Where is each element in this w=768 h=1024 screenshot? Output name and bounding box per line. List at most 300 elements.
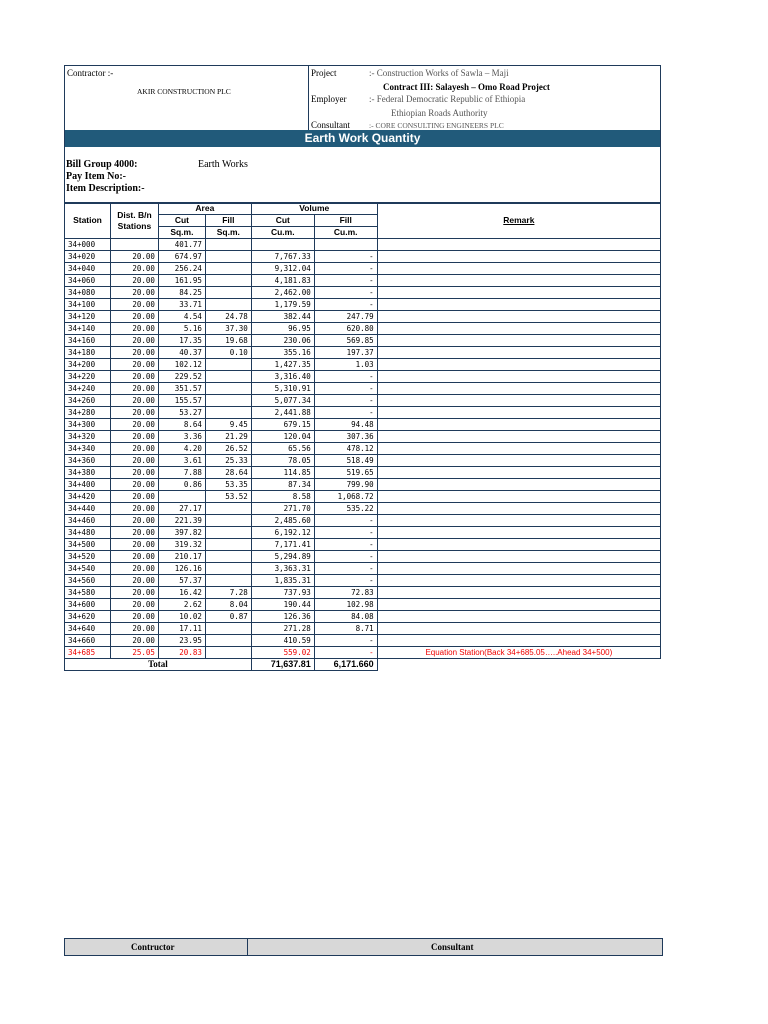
- cell-area-fill: [205, 635, 251, 647]
- table-row: [65, 539, 661, 551]
- cell-area-fill: 19.68: [205, 335, 251, 347]
- cell-volume-fill: -: [314, 263, 377, 275]
- cell-volume-cut: 559.02: [251, 647, 314, 659]
- cell-station: 34+560: [65, 575, 111, 587]
- cell-volume-cut: 355.16: [251, 347, 314, 359]
- table-row: [65, 443, 661, 455]
- table-row: [65, 527, 661, 539]
- table-body: [65, 239, 661, 647]
- cell-remark: [377, 527, 660, 539]
- cell-volume-cut: 679.15: [251, 419, 314, 431]
- cell-volume-fill: -: [314, 647, 377, 659]
- cell-distance: 20.00: [110, 563, 158, 575]
- cell-remark: [377, 407, 660, 419]
- cell-volume-cut: 114.85: [251, 467, 314, 479]
- table-row: [65, 299, 661, 311]
- table-row: [65, 251, 661, 263]
- cell-distance: 20.00: [110, 311, 158, 323]
- cell-volume-fill: -: [314, 251, 377, 263]
- cell-volume-fill: 569.85: [314, 335, 377, 347]
- table-row: [65, 623, 661, 635]
- cell-volume-cut: 1,427.35: [251, 359, 314, 371]
- cell-remark: [377, 275, 660, 287]
- total-fill: 6,171.660: [314, 659, 377, 671]
- total-remark-empty: [377, 659, 660, 671]
- employer-value-2: Ethiopian Roads Authority: [391, 108, 488, 118]
- cell-remark: [377, 479, 660, 491]
- cell-remark: [377, 575, 660, 587]
- cell-area-fill: [205, 575, 251, 587]
- cell-volume-fill: -: [314, 287, 377, 299]
- employer-label: Employer: [311, 94, 347, 104]
- cell-area-fill: [205, 395, 251, 407]
- cell-station: 34+660: [65, 635, 111, 647]
- cell-station: 34+580: [65, 587, 111, 599]
- table-row: [65, 239, 661, 251]
- cell-remark: [377, 443, 660, 455]
- cell-volume-fill: -: [314, 527, 377, 539]
- table-row: [65, 599, 661, 611]
- cell-station: 34+240: [65, 383, 111, 395]
- cell-volume-cut: 8.58: [251, 491, 314, 503]
- cell-remark: [377, 491, 660, 503]
- cell-distance: 20.00: [110, 359, 158, 371]
- cell-station: 34+685: [65, 647, 111, 659]
- cell-station: 34+020: [65, 251, 111, 263]
- cell-volume-fill: -: [314, 395, 377, 407]
- table-row: [65, 551, 661, 563]
- cell-volume-fill: 8.71: [314, 623, 377, 635]
- cell-area-fill: [205, 623, 251, 635]
- cell-volume-fill: -: [314, 563, 377, 575]
- cell-area-cut: 102.12: [158, 359, 205, 371]
- cell-volume-cut: 230.06: [251, 335, 314, 347]
- cell-remark: [377, 239, 660, 251]
- cell-area-cut: 674.97: [158, 251, 205, 263]
- cell-area-fill: 9.45: [205, 419, 251, 431]
- cell-volume-cut: 6,192.12: [251, 527, 314, 539]
- cell-area-fill: [205, 407, 251, 419]
- cell-volume-cut: 1,835.31: [251, 575, 314, 587]
- cell-distance: 20.00: [110, 587, 158, 599]
- cell-volume-cut: 3,363.31: [251, 563, 314, 575]
- cell-remark: [377, 551, 660, 563]
- table-row: [65, 515, 661, 527]
- cell-area-fill: 53.52: [205, 491, 251, 503]
- cell-volume-cut: 737.93: [251, 587, 314, 599]
- cell-station: 34+100: [65, 299, 111, 311]
- cell-volume-fill: 478.12: [314, 443, 377, 455]
- cell-distance: 20.00: [110, 347, 158, 359]
- cell-area-cut: 17.11: [158, 623, 205, 635]
- cell-area-fill: [205, 527, 251, 539]
- header-divider: [308, 66, 309, 130]
- cell-area-cut: 256.24: [158, 263, 205, 275]
- cell-station: 34+620: [65, 611, 111, 623]
- cell-volume-cut: 87.34: [251, 479, 314, 491]
- col-area-fill: Fill: [205, 215, 251, 227]
- sheet-title: Earth Work Quantity: [64, 130, 661, 147]
- cell-remark: [377, 383, 660, 395]
- table-row: [65, 347, 661, 359]
- cell-remark: [377, 311, 660, 323]
- cell-area-cut: 57.37: [158, 575, 205, 587]
- cell-area-cut: 33.71: [158, 299, 205, 311]
- table-row: [65, 263, 661, 275]
- cell-remark: [377, 467, 660, 479]
- cell-area-cut: 351.57: [158, 383, 205, 395]
- cell-station: 34+120: [65, 311, 111, 323]
- contract-value: Contract III: Salayesh – Omo Road Project: [383, 82, 550, 92]
- cell-distance: 20.00: [110, 515, 158, 527]
- total-label: Total: [65, 659, 252, 671]
- unit-area-cut: Sq.m.: [158, 227, 205, 239]
- cell-remark: [377, 599, 660, 611]
- cell-distance: 20.00: [110, 623, 158, 635]
- cell-volume-fill: 247.79: [314, 311, 377, 323]
- cell-area-fill: 25.33: [205, 455, 251, 467]
- cell-area-fill: [205, 359, 251, 371]
- cell-area-cut: 4.54: [158, 311, 205, 323]
- cell-volume-cut: 2,462.00: [251, 287, 314, 299]
- cell-volume-fill: 799.90: [314, 479, 377, 491]
- earthwork-table: [64, 202, 661, 671]
- cell-volume-fill: 519.65: [314, 467, 377, 479]
- footer-contractor: Contructor: [131, 942, 175, 952]
- table-row: [65, 419, 661, 431]
- bill-group-label: Bill Group 4000:: [66, 159, 138, 170]
- cell-distance: 20.00: [110, 443, 158, 455]
- cell-station: 34+420: [65, 491, 111, 503]
- cell-station: 34+520: [65, 551, 111, 563]
- cell-volume-cut: 3,316.40: [251, 371, 314, 383]
- cell-remark: Equation Station(Back 34+685.05…..Ahead 34+500): [377, 647, 660, 659]
- cell-area-cut: 53.27: [158, 407, 205, 419]
- cell-volume-cut: 126.36: [251, 611, 314, 623]
- table-row: [65, 359, 661, 371]
- table-row: [65, 275, 661, 287]
- cell-area-cut: 27.17: [158, 503, 205, 515]
- cell-distance: 20.00: [110, 299, 158, 311]
- cell-volume-cut: 65.56: [251, 443, 314, 455]
- table-row: [65, 467, 661, 479]
- table-row: [65, 491, 661, 503]
- cell-volume-fill: 1,068.72: [314, 491, 377, 503]
- cell-station: 34+040: [65, 263, 111, 275]
- cell-area-fill: 0.87: [205, 611, 251, 623]
- table-row: [65, 455, 661, 467]
- cell-volume-fill: 535.22: [314, 503, 377, 515]
- cell-remark: [377, 335, 660, 347]
- cell-area-cut: 7.88: [158, 467, 205, 479]
- cell-distance: 20.00: [110, 527, 158, 539]
- cell-station: 34+500: [65, 539, 111, 551]
- col-area-cut: Cut: [158, 215, 205, 227]
- cell-area-fill: [205, 551, 251, 563]
- cell-volume-cut: 78.05: [251, 455, 314, 467]
- cell-area-cut: 210.17: [158, 551, 205, 563]
- cell-remark: [377, 503, 660, 515]
- cell-area-cut: 155.57: [158, 395, 205, 407]
- cell-distance: 20.00: [110, 335, 158, 347]
- cell-distance: 20.00: [110, 539, 158, 551]
- cell-area-cut: 16.42: [158, 587, 205, 599]
- cell-remark: [377, 419, 660, 431]
- cell-station: 34+340: [65, 443, 111, 455]
- cell-distance: 20.00: [110, 263, 158, 275]
- cell-area-fill: 24.78: [205, 311, 251, 323]
- cell-area-fill: 7.28: [205, 587, 251, 599]
- col-distance: Dist. B/n Stations: [110, 203, 158, 239]
- table-row: [65, 395, 661, 407]
- col-volume: Volume: [251, 203, 377, 215]
- cell-volume-cut: 271.28: [251, 623, 314, 635]
- cell-area-fill: 21.29: [205, 431, 251, 443]
- cell-volume-fill: 72.83: [314, 587, 377, 599]
- table-row: [65, 611, 661, 623]
- cell-volume-cut: 7,767.33: [251, 251, 314, 263]
- cell-remark: [377, 455, 660, 467]
- cell-remark: [377, 539, 660, 551]
- cell-volume-cut: 271.70: [251, 503, 314, 515]
- cell-remark: [377, 263, 660, 275]
- cell-area-cut: [158, 491, 205, 503]
- cell-area-fill: 0.10: [205, 347, 251, 359]
- cell-area-cut: 319.32: [158, 539, 205, 551]
- cell-remark: [377, 347, 660, 359]
- cell-remark: [377, 431, 660, 443]
- consultant-label: Consultant: [311, 120, 351, 130]
- bill-info: [64, 147, 661, 204]
- table-row: [65, 383, 661, 395]
- cell-distance: 20.00: [110, 455, 158, 467]
- table-row: [65, 635, 661, 647]
- cell-volume-fill: -: [314, 299, 377, 311]
- cell-volume-fill: 1.03: [314, 359, 377, 371]
- unit-volume-cut: Cu.m.: [251, 227, 314, 239]
- cell-remark: [377, 515, 660, 527]
- cell-distance: 20.00: [110, 599, 158, 611]
- cell-station: 34+300: [65, 419, 111, 431]
- cell-area-fill: [205, 515, 251, 527]
- cell-remark: [377, 395, 660, 407]
- cell-volume-cut: 2,485.60: [251, 515, 314, 527]
- cell-area-cut: 397.82: [158, 527, 205, 539]
- cell-distance: 20.00: [110, 371, 158, 383]
- cell-station: 34+180: [65, 347, 111, 359]
- cell-area-fill: [205, 647, 251, 659]
- cell-distance: 20.00: [110, 383, 158, 395]
- footer-divider: [247, 939, 248, 955]
- cell-volume-cut: 382.44: [251, 311, 314, 323]
- cell-area-cut: 161.95: [158, 275, 205, 287]
- cell-remark: [377, 251, 660, 263]
- project-label: Project: [311, 68, 337, 78]
- cell-distance: 20.00: [110, 551, 158, 563]
- cell-distance: 20.00: [110, 431, 158, 443]
- table-row: [65, 323, 661, 335]
- cell-volume-fill: -: [314, 515, 377, 527]
- cell-remark: [377, 611, 660, 623]
- cell-distance: 20.00: [110, 467, 158, 479]
- cell-area-fill: [205, 299, 251, 311]
- cell-volume-cut: 5,294.89: [251, 551, 314, 563]
- cell-distance: 20.00: [110, 479, 158, 491]
- cell-volume-cut: 5,310.91: [251, 383, 314, 395]
- cell-area-cut: 84.25: [158, 287, 205, 299]
- cell-volume-fill: 307.36: [314, 431, 377, 443]
- cell-area-cut: 2.62: [158, 599, 205, 611]
- cell-remark: [377, 287, 660, 299]
- col-volume-cut: Cut: [251, 215, 314, 227]
- cell-volume-fill: 102.98: [314, 599, 377, 611]
- unit-area-fill: Sq.m.: [205, 227, 251, 239]
- cell-area-fill: [205, 239, 251, 251]
- cell-volume-fill: 94.48: [314, 419, 377, 431]
- cell-area-fill: [205, 275, 251, 287]
- cell-area-cut: 5.16: [158, 323, 205, 335]
- cell-remark: [377, 299, 660, 311]
- bill-group-value: Earth Works: [198, 159, 248, 170]
- cell-volume-cut: 9,312.04: [251, 263, 314, 275]
- signature-footer: [64, 938, 663, 956]
- cell-distance: 20.00: [110, 491, 158, 503]
- cell-area-cut: 0.86: [158, 479, 205, 491]
- cell-area-fill: 8.04: [205, 599, 251, 611]
- cell-station: 34+080: [65, 287, 111, 299]
- cell-volume-cut: 1,179.59: [251, 299, 314, 311]
- cell-volume-fill: 620.80: [314, 323, 377, 335]
- cell-area-cut: 3.36: [158, 431, 205, 443]
- cell-volume-fill: 197.37: [314, 347, 377, 359]
- cell-area-cut: 229.52: [158, 371, 205, 383]
- cell-distance: [110, 239, 158, 251]
- cell-station: 34+480: [65, 527, 111, 539]
- cell-area-cut: 10.02: [158, 611, 205, 623]
- cell-volume-cut: 5,077.34: [251, 395, 314, 407]
- cell-distance: 20.00: [110, 635, 158, 647]
- cell-area-fill: [205, 563, 251, 575]
- cell-volume-fill: 84.08: [314, 611, 377, 623]
- cell-station: 34+260: [65, 395, 111, 407]
- table-row: [65, 371, 661, 383]
- table-row-total: [65, 659, 661, 671]
- cell-station: 34+320: [65, 431, 111, 443]
- cell-remark: [377, 323, 660, 335]
- cell-area-fill: [205, 383, 251, 395]
- cell-remark: [377, 563, 660, 575]
- footer-consultant: Consultant: [431, 942, 474, 952]
- cell-station: 34+140: [65, 323, 111, 335]
- table-row: [65, 311, 661, 323]
- cell-volume-fill: -: [314, 635, 377, 647]
- project-value: :- Construction Works of Sawla – Maji: [369, 68, 509, 78]
- document-sheet: [64, 65, 661, 204]
- cell-station: 34+640: [65, 623, 111, 635]
- cell-distance: 20.00: [110, 407, 158, 419]
- employer-value: :- Federal Democratic Republic of Ethiopia: [369, 94, 526, 104]
- cell-distance: 20.00: [110, 503, 158, 515]
- cell-distance: 20.00: [110, 251, 158, 263]
- cell-volume-cut: 190.44: [251, 599, 314, 611]
- table-row: [65, 563, 661, 575]
- cell-area-cut: 221.39: [158, 515, 205, 527]
- pay-item-label: Pay Item No:-: [66, 171, 126, 182]
- cell-station: 34+060: [65, 275, 111, 287]
- cell-station: 34+540: [65, 563, 111, 575]
- table-row: [65, 407, 661, 419]
- cell-station: 34+200: [65, 359, 111, 371]
- cell-distance: 20.00: [110, 275, 158, 287]
- cell-area-fill: 26.52: [205, 443, 251, 455]
- table-row: [65, 431, 661, 443]
- table-row: [65, 479, 661, 491]
- cell-area-cut: 3.61: [158, 455, 205, 467]
- cell-distance: 20.00: [110, 395, 158, 407]
- cell-remark: [377, 371, 660, 383]
- contractor-name: AKIR CONSTRUCTION PLC: [137, 87, 231, 96]
- col-remark: Remark: [377, 203, 660, 239]
- table-row: [65, 287, 661, 299]
- cell-area-cut: 8.64: [158, 419, 205, 431]
- cell-volume-fill: [314, 239, 377, 251]
- cell-distance: 20.00: [110, 575, 158, 587]
- cell-remark: [377, 635, 660, 647]
- col-station: Station: [65, 203, 111, 239]
- cell-area-fill: [205, 539, 251, 551]
- cell-volume-fill: -: [314, 575, 377, 587]
- cell-area-cut: 20.83: [158, 647, 205, 659]
- table-row-equation-station: [65, 647, 661, 659]
- table-row: [65, 587, 661, 599]
- cell-distance: 20.00: [110, 323, 158, 335]
- cell-area-cut: 40.37: [158, 347, 205, 359]
- cell-distance: 25.05: [110, 647, 158, 659]
- cell-area-cut: 4.20: [158, 443, 205, 455]
- cell-volume-cut: 2,441.88: [251, 407, 314, 419]
- cell-area-fill: [205, 503, 251, 515]
- cell-volume-fill: -: [314, 371, 377, 383]
- cell-station: 34+280: [65, 407, 111, 419]
- cell-remark: [377, 587, 660, 599]
- table-row: [65, 575, 661, 587]
- cell-volume-fill: 518.49: [314, 455, 377, 467]
- cell-volume-fill: -: [314, 275, 377, 287]
- item-description-label: Item Description:-: [66, 183, 145, 194]
- contractor-label: Contractor :-: [67, 68, 114, 78]
- cell-volume-cut: 96.95: [251, 323, 314, 335]
- col-area: Area: [158, 203, 251, 215]
- total-cut: 71,637.81: [251, 659, 314, 671]
- cell-distance: 20.00: [110, 611, 158, 623]
- cell-area-fill: [205, 251, 251, 263]
- cell-area-fill: [205, 263, 251, 275]
- cell-volume-fill: -: [314, 551, 377, 563]
- consultant-value: :- CORE CONSULTING ENGINEERS PLC: [369, 121, 504, 130]
- cell-area-fill: [205, 287, 251, 299]
- cell-volume-cut: 120.04: [251, 431, 314, 443]
- cell-area-cut: 126.16: [158, 563, 205, 575]
- cell-station: 34+600: [65, 599, 111, 611]
- cell-area-fill: 53.35: [205, 479, 251, 491]
- cell-area-cut: 23.95: [158, 635, 205, 647]
- table-row: [65, 335, 661, 347]
- cell-volume-cut: 4,181.83: [251, 275, 314, 287]
- cell-remark: [377, 359, 660, 371]
- cell-distance: 20.00: [110, 287, 158, 299]
- cell-station: 34+440: [65, 503, 111, 515]
- cell-area-fill: 28.64: [205, 467, 251, 479]
